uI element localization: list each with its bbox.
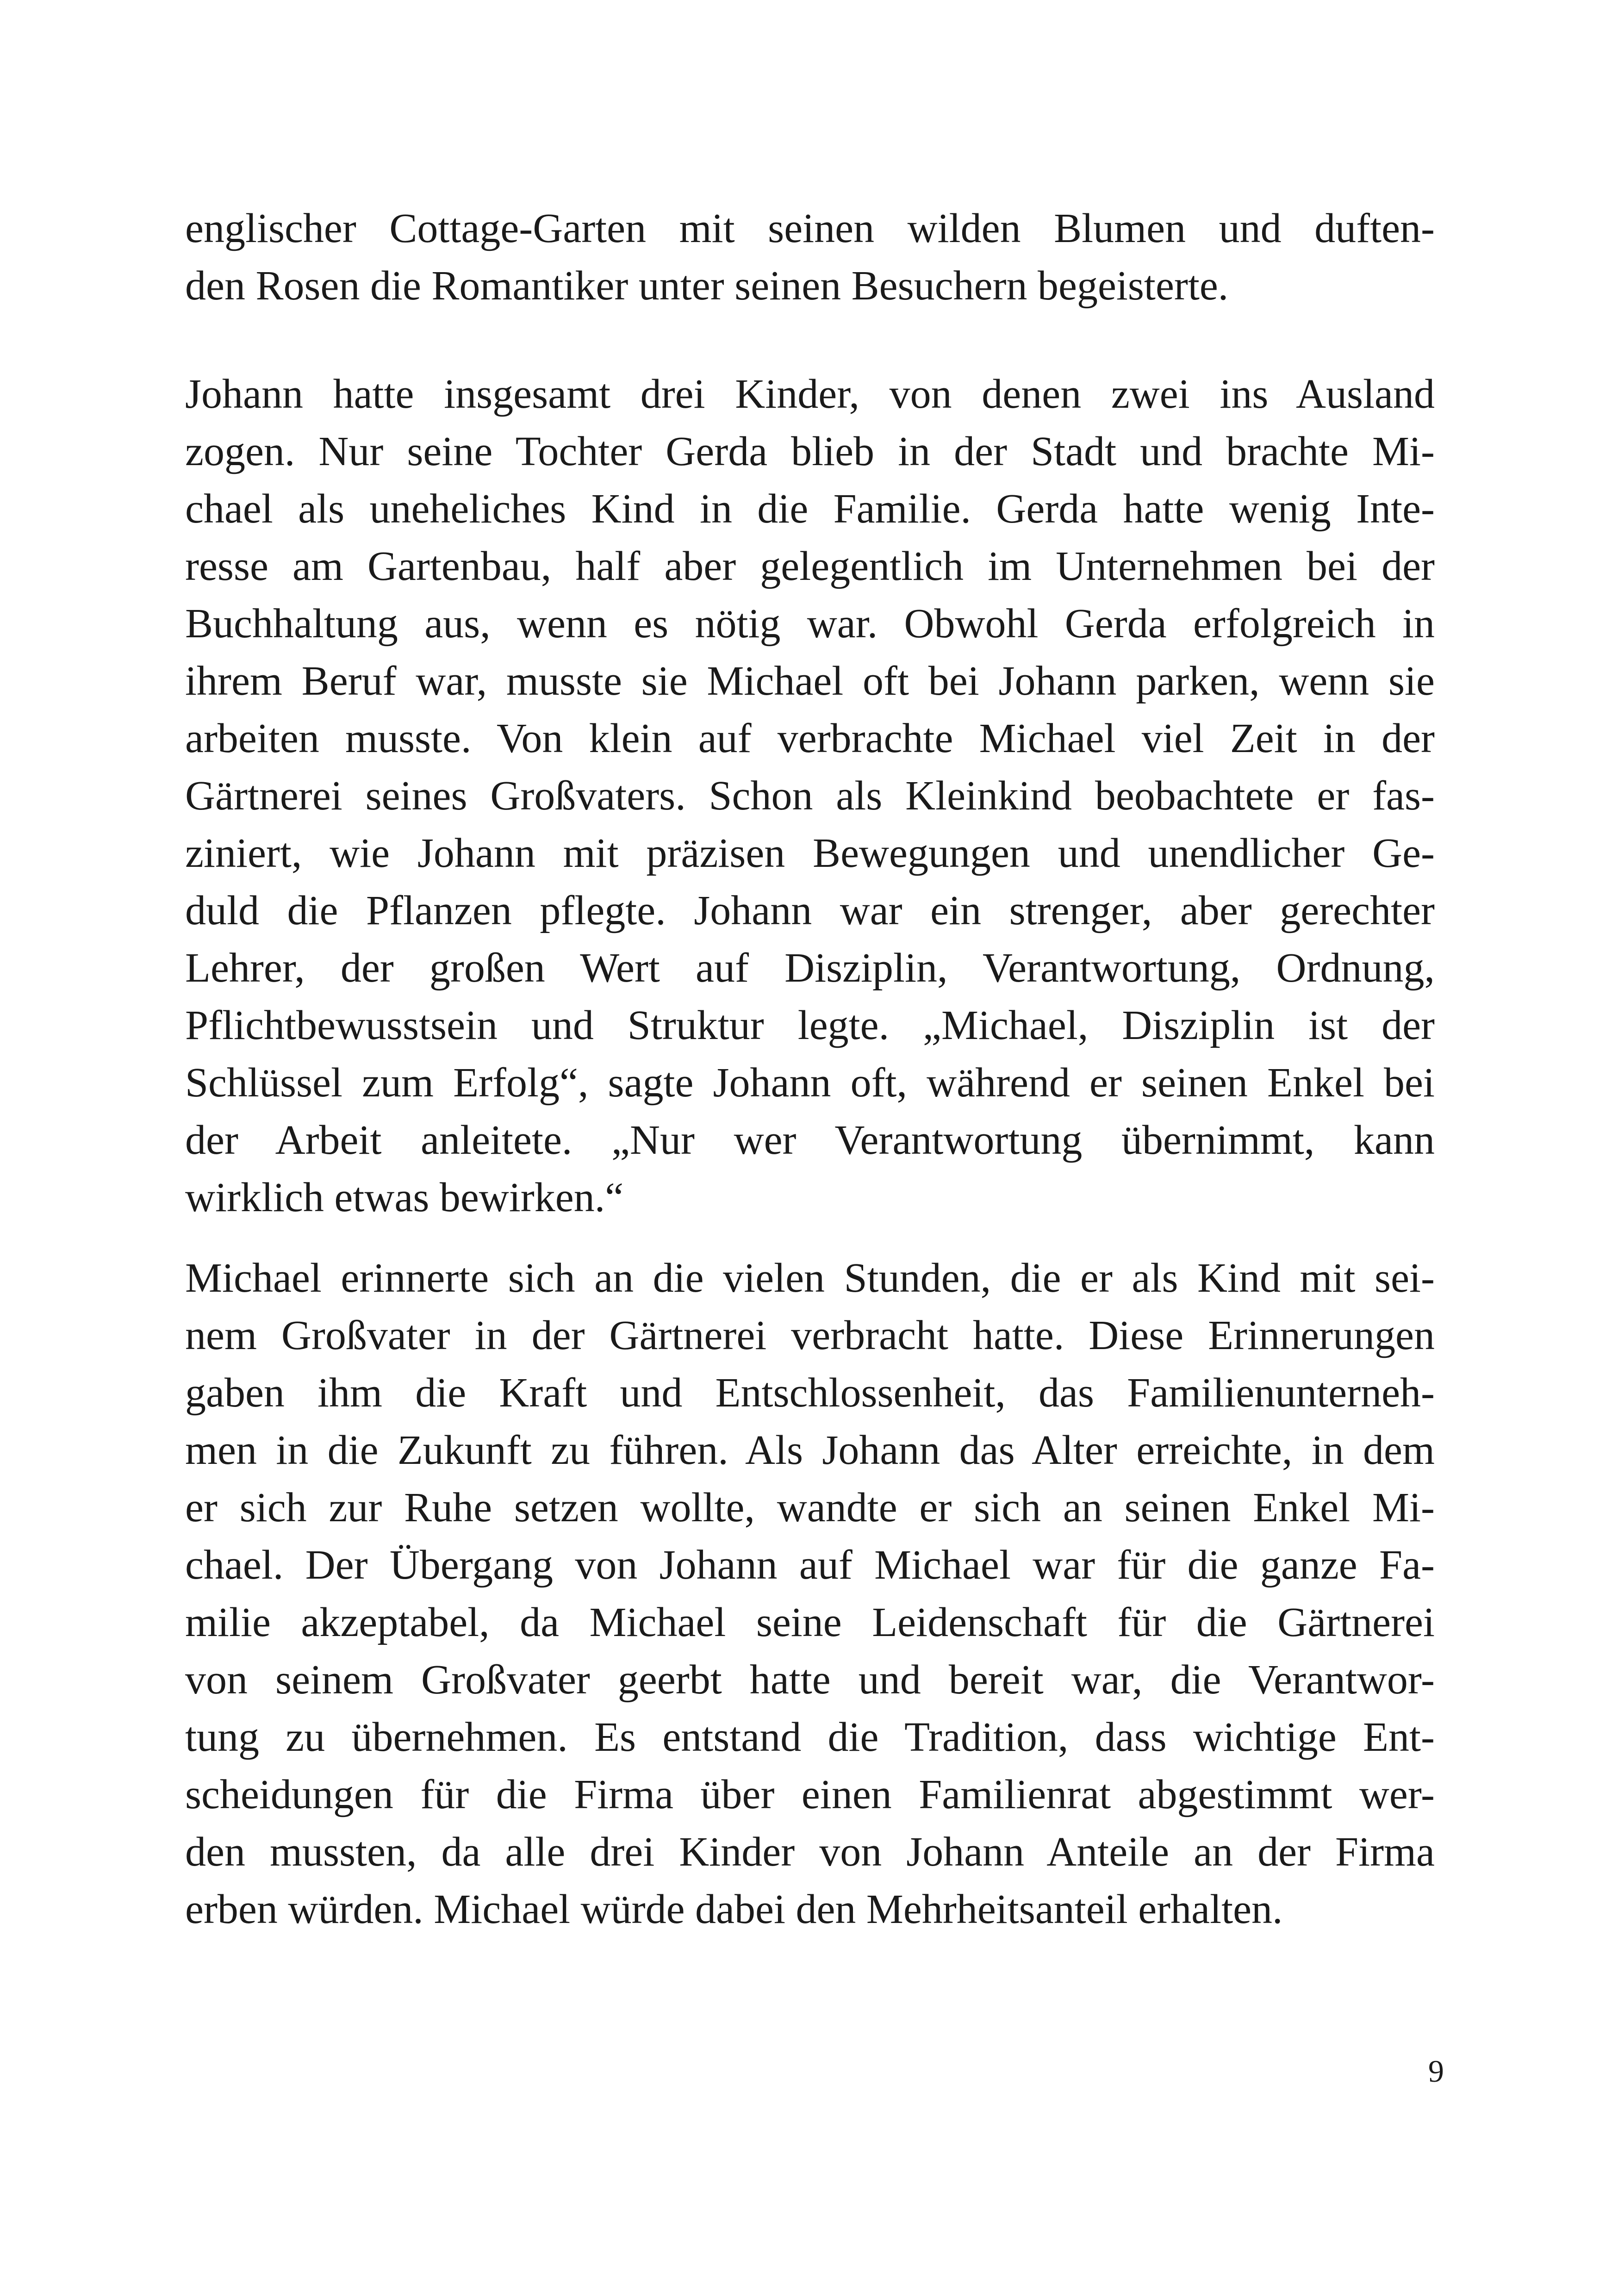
page-number: 9 <box>1428 2053 1444 2089</box>
text-line: duld die Pflanzen pflegte. Johann war ein strenger, aber gerechter <box>185 888 1435 933</box>
text-line: nem Großvater in der Gärtnerei verbracht hatte. Diese Erinnerungen <box>185 1313 1435 1358</box>
text-line: Schlüssel zum Erfolg“, sagte Johann oft, während er seinen Enkel bei <box>185 1060 1435 1106</box>
text-line: Gärtnerei seines Großvaters. Schon als Kleinkind beobachtete er fas- <box>185 773 1435 819</box>
text-line: der Arbeit anleitete. „Nur wer Verantwortung übernimmt, kann <box>185 1117 1435 1163</box>
text-line: zogen. Nur seine Tochter Gerda blieb in der Stadt und brachte Mi- <box>185 429 1435 474</box>
text-line: von seinem Großvater geerbt hatte und bereit war, die Verantwor- <box>185 1657 1435 1703</box>
text-line: wirklich etwas bewirken.“ <box>185 1175 624 1220</box>
text-line: Lehrer, der großen Wert auf Disziplin, Verantwortung, Ordnung, <box>185 945 1435 991</box>
text-line: men in die Zukunft zu führen. Als Johann das Alter erreichte, in dem <box>185 1427 1435 1473</box>
text-line: arbeiten musste. Von klein auf verbrachte Michael viel Zeit in der <box>185 716 1435 761</box>
text-line: Buchhaltung aus, wenn es nötig war. Obwohl Gerda erfolgreich in <box>185 601 1435 647</box>
text-line: chael als uneheliches Kind in die Familie. Gerda hatte wenig Inte- <box>185 486 1435 532</box>
paragraph-2 <box>185 366 1435 1226</box>
text-line: den mussten, da alle drei Kinder von Johann Anteile an der Firma <box>185 1829 1435 1875</box>
text-line: Johann hatte insgesamt drei Kinder, von denen zwei ins Ausland <box>185 371 1435 417</box>
text-line: ihrem Beruf war, musste sie Michael oft bei Johann parken, wenn sie <box>185 658 1435 704</box>
text-line: er sich zur Ruhe setzen wollte, wandte er sich an seinen Enkel Mi- <box>185 1485 1435 1531</box>
text-line: resse am Gartenbau, half aber gelegentlich im Unternehmen bei der <box>185 543 1435 589</box>
text-line: scheidungen für die Firma über einen Familienrat abgestimmt wer- <box>185 1772 1435 1817</box>
paragraph-3 <box>185 1250 1435 1938</box>
text-line: gaben ihm die Kraft und Entschlossenheit, das Familienunterneh- <box>185 1370 1435 1416</box>
text-line: Pflichtbewusstsein und Struktur legte. „Michael, Disziplin ist der <box>185 1002 1435 1048</box>
paragraph-1 <box>185 200 1435 315</box>
text-line: englischer Cottage-Garten mit seinen wilden Blumen und duften- <box>185 205 1435 251</box>
text-line: Michael erinnerte sich an die vielen Stunden, die er als Kind mit sei- <box>185 1255 1435 1301</box>
text-line: erben würden. Michael würde dabei den Mehrheitsanteil erhalten. <box>185 1886 1283 1932</box>
text-line: tung zu übernehmen. Es entstand die Tradition, dass wichtige Ent- <box>185 1714 1435 1760</box>
text-line: den Rosen die Romantiker unter seinen Besuchern begeisterte. <box>185 263 1229 309</box>
text-line: chael. Der Übergang von Johann auf Michael war für die ganze Fa- <box>185 1542 1435 1588</box>
text-line: milie akzeptabel, da Michael seine Leidenschaft für die Gärtnerei <box>185 1599 1435 1645</box>
text-line: ziniert, wie Johann mit präzisen Bewegungen und unendlicher Ge- <box>185 830 1435 876</box>
